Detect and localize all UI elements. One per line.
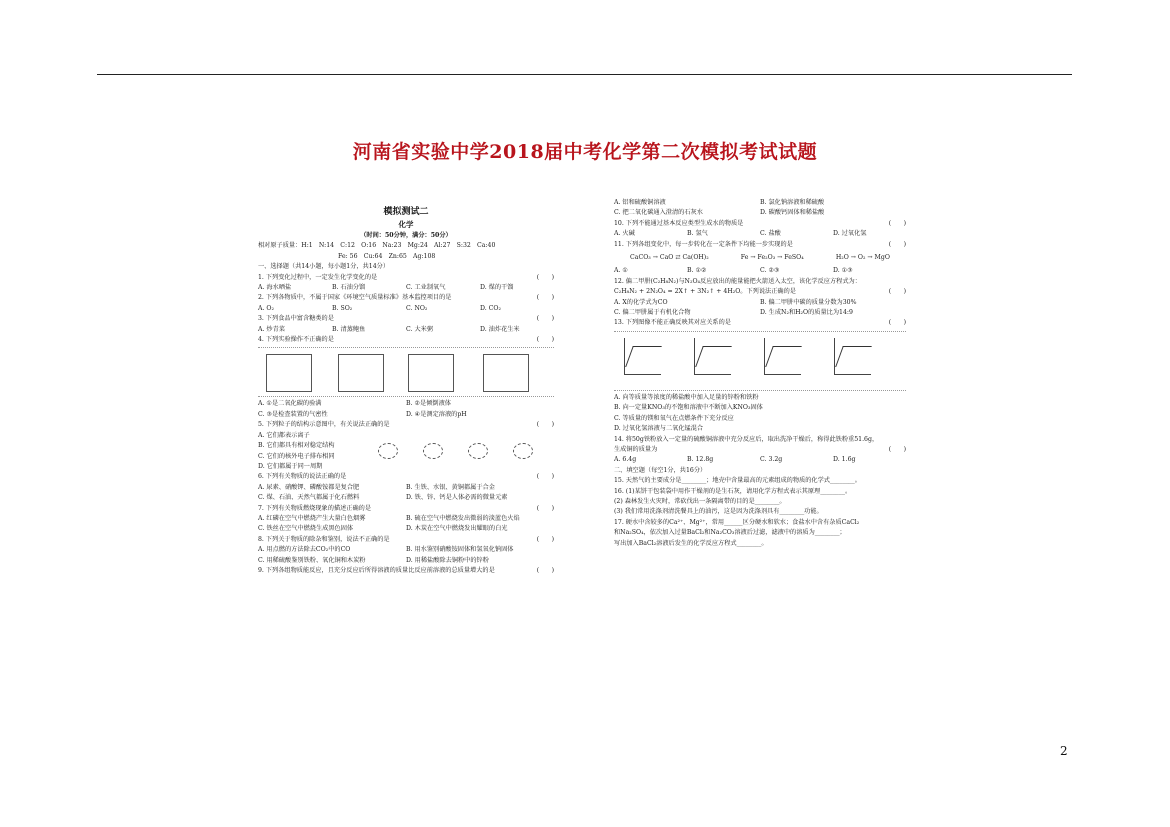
question-17: 17. 硬水中含较多的Ca²⁺、Mg²⁺，常用______区分硬水和软水；食盐水中含有杂质CaCl₂ xyxy=(614,518,860,526)
atom-diagrams xyxy=(378,441,548,459)
q12-options-row-2 xyxy=(614,308,906,318)
q4-options-row-2 xyxy=(258,410,554,420)
question-11: 11. 下列各组变化中，每一步转化在一定条件下均能一步实现的是 ( ) xyxy=(614,240,906,248)
q5-option-b: B. 它们都具有相对稳定结构 xyxy=(258,442,335,450)
q13-option-b: B. 向一定量KNO₃的不饱和溶液中不断加入KNO₃固体 xyxy=(614,404,763,412)
question-1: 1. 下列变化过程中，一定发生化学变化的是 ( ) xyxy=(258,273,554,281)
q2-option-a: A. O₂ xyxy=(258,304,274,312)
question-7: 7. 下列有关物质燃烧现象的描述正确的是 ( ) xyxy=(258,504,554,512)
q3-option-d: D. 油炸花生米 xyxy=(480,325,520,333)
lab-apparatus-figure xyxy=(258,347,554,397)
q11-option-c: C. ②③ xyxy=(760,267,780,275)
section-2-heading: 二、填空题（每空1分，共16分） xyxy=(614,466,707,474)
question-2: 2. 下列各物质中，不属于国家《环境空气质量标准》基本监控项目的是 ( ) xyxy=(258,294,554,302)
q14-option-b: B. 12.8g xyxy=(687,456,714,464)
time-score: （时间：50分钟，满分：50分） xyxy=(360,232,452,239)
q9-option-c: C. 把二氧化碳通入澄清的石灰水 xyxy=(614,209,703,217)
q5-block xyxy=(258,431,554,473)
q13-option-d: D. 过氧化氢溶液与二氧化锰混合 xyxy=(614,425,704,433)
atom-structure-3 xyxy=(468,443,488,459)
q6-option-a: A. 尿素、硝酸钾、磷酸铵都是复合肥 xyxy=(258,483,360,491)
q9-option-a: A. 铝和硫酸铜溶液 xyxy=(614,199,666,206)
graph-c xyxy=(764,338,801,375)
q12-option-c: C. 偏二甲肼属于有机化合物 xyxy=(614,309,691,317)
question-15: 15. 天然气的主要成分是________；地壳中含量最高的元素组成的物质的化学式________。 xyxy=(614,477,861,485)
q8-option-b: B. 用水鉴别硝酸铵固体和氢氧化钠固体 xyxy=(406,546,514,554)
atom-structure-2 xyxy=(423,443,443,459)
q10-option-b: B. 氢气 xyxy=(687,230,708,238)
question-13: 13. 下列图像不能正确反映其对应关系的是 ( ) xyxy=(614,319,906,327)
q4-option-d: D. ④是测定溶液的pH xyxy=(406,410,467,418)
apparatus-4 xyxy=(483,354,529,392)
q12-option-b: B. 偏二甲肼中碳的质量分数为30% xyxy=(760,298,857,306)
q9-option-b: B. 氯化钠溶液和稀硫酸 xyxy=(760,199,825,206)
q11-options xyxy=(614,266,906,276)
graph-d xyxy=(834,338,871,375)
q10-option-c: C. 盐酸 xyxy=(760,230,781,238)
atom-structure-1 xyxy=(378,443,398,459)
q14-options xyxy=(614,455,906,465)
question-16-b: (2) 森林发生火灾时，常砍伐出一条隔离带的目的是________。 xyxy=(614,497,786,505)
q3-option-c: C. 大米粥 xyxy=(406,325,434,333)
q6-option-d: D. 铁、锌、钙是人体必需的微量元素 xyxy=(406,494,508,502)
q8-options-row-1 xyxy=(258,545,554,555)
q10-options xyxy=(614,229,906,239)
q12-options-row-1 xyxy=(614,298,906,308)
q7-option-d: D. 木炭在空气中燃烧发出耀眼的白光 xyxy=(406,525,508,533)
q1-option-c: C. 工业制氧气 xyxy=(406,284,446,292)
q4-options-row-1 xyxy=(258,399,554,409)
question-3: 3. 下列食品中富含糖类的是 ( ) xyxy=(258,315,554,323)
q2-option-c: C. NO₂ xyxy=(406,304,428,312)
q6-options-row-1 xyxy=(258,483,554,493)
q8-option-a: A. 用点燃的方法除去CO₂中的CO xyxy=(258,546,351,554)
q1-options xyxy=(258,283,554,293)
question-8: 8. 下列关于物质的除杂和鉴别，说法不正确的是 ( ) xyxy=(258,535,554,543)
q7-option-c: C. 铁丝在空气中燃烧生成黑色固体 xyxy=(258,525,354,533)
apparatus-3 xyxy=(408,354,454,392)
q6-option-c: C. 煤、石油、天然气都属于化石燃料 xyxy=(258,494,360,502)
q1-option-a: A. 海水晒盐 xyxy=(258,284,292,292)
graph-b xyxy=(694,338,731,375)
question-14: 14. 将50g铁粉放入一定量的硫酸铜溶液中充分反应后，取出洗净干燥后，称得此铁粉重51.6g， xyxy=(614,435,879,443)
exam-header: 模拟测试二 xyxy=(383,207,429,217)
question-5: 5. 下列粒子的结构示意图中，有关说法正确的是 ( ) xyxy=(258,421,554,429)
q5-option-a: A. 它们都表示离子 xyxy=(258,431,310,439)
q8-option-c: C. 用稀硫酸鉴别铁粉、氧化铜和木炭粉 xyxy=(258,556,366,564)
q9-option-d: D. 碳酸钙固体和稀盐酸 xyxy=(760,209,825,217)
question-10: 10. 下列不能通过基本反应类型生成水的物质是 ( ) xyxy=(614,219,906,227)
top-rule xyxy=(97,74,1072,75)
subject-label: 化学 xyxy=(398,220,414,229)
q13-option-a: A. 向等质量等浓度的稀盐酸中加入足量的锌粉和铁粉 xyxy=(614,393,759,401)
q6-options-row-2 xyxy=(258,493,554,503)
q7-options-row-2 xyxy=(258,524,554,534)
q1-option-b: B. 石油分馏 xyxy=(332,284,366,292)
q10-option-d: D. 过氧化氢 xyxy=(833,230,867,238)
q13-option-c: C. 等质量的镁和氧气在点燃条件下充分反应 xyxy=(614,414,734,422)
question-16-c: (3) 我们常用洗涤剂清洗餐具上的油污，这是因为洗涤剂具有________功能。 xyxy=(614,508,823,516)
q2-option-b: B. SO₂ xyxy=(332,304,353,312)
graph-figures xyxy=(614,331,906,391)
question-17-c: 写出加入BaCl₂溶液后发生的化学反应方程式________。 xyxy=(614,539,768,547)
scheme-3: H₂O → O₂ → MgO xyxy=(835,254,890,262)
q11-option-a: A. ① xyxy=(614,267,628,275)
q2-option-d: D. CO₂ xyxy=(480,304,501,312)
q4-option-c: C. ③是检查装置的气密性 xyxy=(258,410,328,418)
q8-option-d: D. 用稀盐酸除去铜粉中的锌粉 xyxy=(406,556,489,564)
scheme-2: Fe → Fe₂O₃ → FeSO₄ xyxy=(740,254,804,262)
scan-left-column xyxy=(258,198,554,618)
q14-option-a: A. 6.4g xyxy=(614,456,637,464)
atom-structure-4 xyxy=(513,443,533,459)
question-4: 4. 下列实验操作不正确的是 ( ) xyxy=(258,336,554,344)
q1-option-d: D. 煤的干馏 xyxy=(480,284,514,292)
question-14-b: 生成铜的质量为 ( ) xyxy=(614,445,906,453)
q11-conversion-schemes xyxy=(614,253,906,263)
q4-option-b: B. ②是倾倒液体 xyxy=(406,400,451,408)
question-6: 6. 下列有关物质的说法正确的是 ( ) xyxy=(258,473,554,481)
question-12: 12. 偏二甲肼(C₂H₈N₂)与N₂O₄反应放出的能量能把火箭送入太空，该化学反应方程式为： xyxy=(614,277,861,285)
question-9: 9. 下列各组物质能反应，且充分反应后所得溶液的质量比反应前溶液的总质量增大的是 ( ) xyxy=(258,566,554,574)
q5-option-c: C. 它们的核外电子排布相同 xyxy=(258,452,335,460)
q6-option-b: B. 生铁、水银、黄铜都属于合金 xyxy=(406,483,495,491)
q3-options xyxy=(258,325,554,335)
q14-option-c: C. 3.2g xyxy=(760,456,783,464)
q9-options-row-2 xyxy=(614,208,906,218)
atomic-mass-line-2: Fe: 56 Cu:64 Zn:65 Ag:108 xyxy=(338,252,436,260)
q3-option-a: A. 炒青菜 xyxy=(258,325,285,333)
graph-a xyxy=(624,338,661,375)
question-17-b: 和Na₂SO₄，依次加入过量BaCl₂和Na₂CO₃溶液后过滤，滤液中的溶质为________； xyxy=(614,529,846,537)
q12-option-a: A. X的化学式为CO xyxy=(614,298,668,306)
document-title: 河南省实验中学2018届中考化学第二次模拟考试试题 xyxy=(352,141,818,163)
q2-options xyxy=(258,304,554,314)
scan-right-column xyxy=(614,198,906,618)
atomic-mass-line-1: 相对原子质量：H:1 N:14 C:12 O:16 Na:23 Mg:24 Al:27 S:32 Ca:40 xyxy=(258,242,496,250)
apparatus-1 xyxy=(266,354,312,392)
q11-option-d: D. ①③ xyxy=(833,267,853,275)
q5-option-d: D. 它们都属于同一周期 xyxy=(258,462,323,470)
q8-options-row-2 xyxy=(258,556,554,566)
q7-options-row-1 xyxy=(258,514,554,524)
question-16: 16. (1)某饼干包装袋中用作干燥剂的是生石灰，请用化学方程式表示其原理________。 xyxy=(614,487,852,495)
page-number: 2 xyxy=(1060,744,1068,758)
section-1-heading: 一、选择题（共14小题，每小题1分，共14分） xyxy=(258,263,390,271)
q7-option-a: A. 红磷在空气中燃烧产生大量白色烟雾 xyxy=(258,514,366,522)
q9-options-row-1 xyxy=(614,198,906,208)
q11-option-b: B. ①② xyxy=(687,267,707,275)
q12-option-d: D. 生成N₂和H₂O的质量比为14:9 xyxy=(760,309,853,317)
apparatus-2 xyxy=(338,354,384,392)
q14-option-d: D. 1.6g xyxy=(833,456,856,464)
question-12-equation: C₂H₈N₂ + 2N₂O₄ = 2X↑ + 3N₂↑ + 4H₂O。下列说法正确的是 ( ) xyxy=(614,288,906,296)
q7-option-b: B. 硫在空气中燃烧发出微弱的淡蓝色火焰 xyxy=(406,514,520,522)
scheme-1: CaCO₃ → CaO ⇄ Ca(OH)₂ xyxy=(630,254,709,262)
q3-option-b: B. 清蒸鲍鱼 xyxy=(332,325,366,333)
q4-option-a: A. ①是二氧化碳的验满 xyxy=(258,400,322,408)
q10-option-a: A. 火碱 xyxy=(614,230,635,238)
